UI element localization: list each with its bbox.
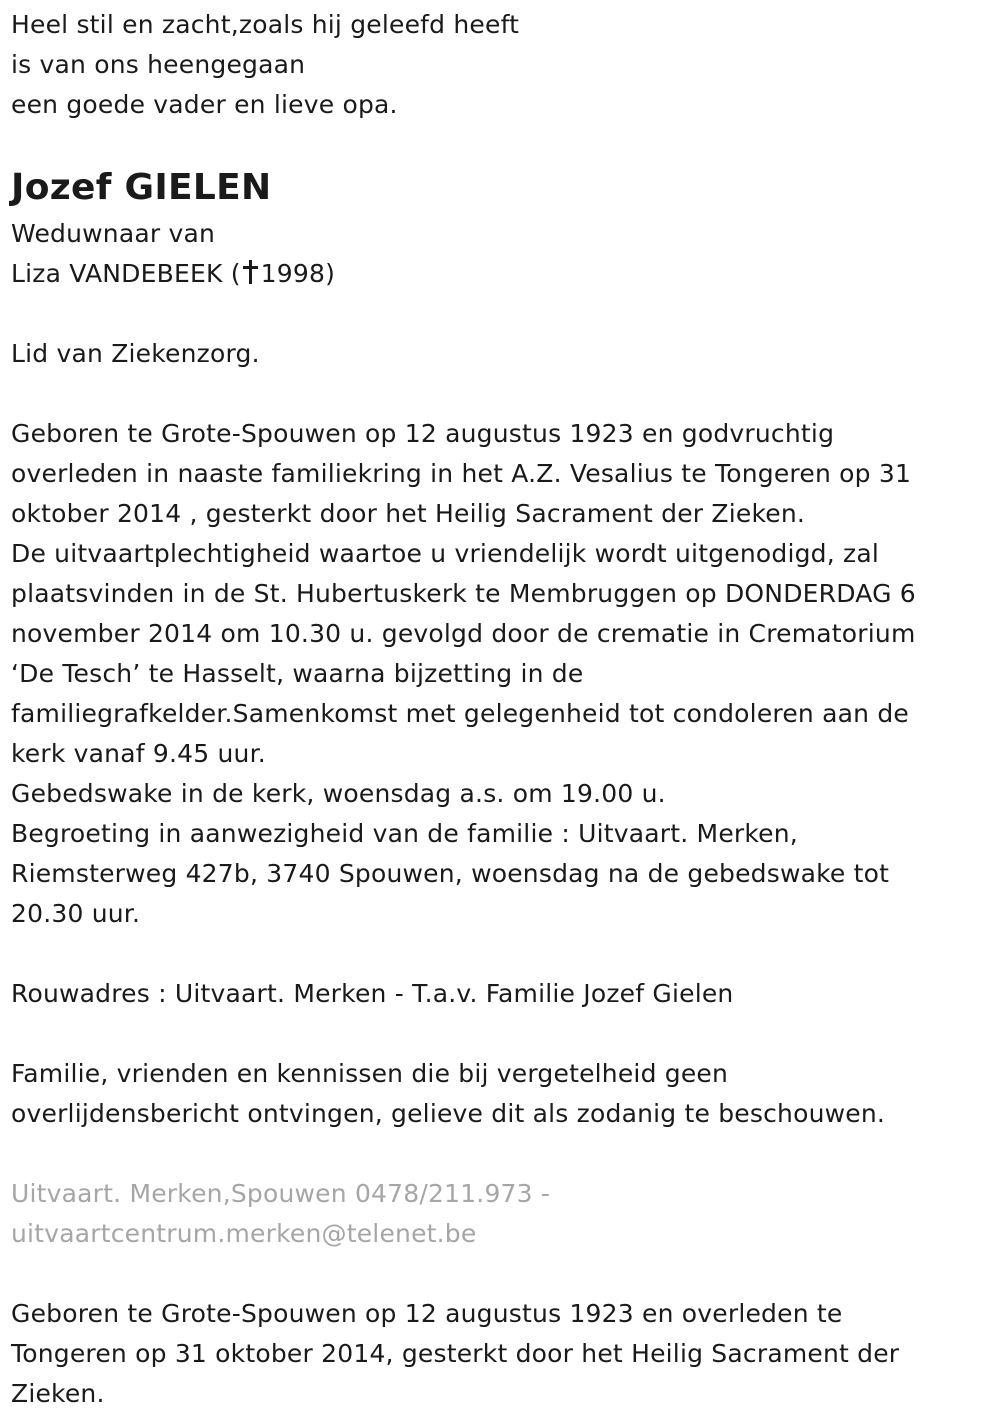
spouse-name: Liza VANDEBEEK ( (11, 259, 241, 288)
relation-label: Weduwnaar van (11, 219, 216, 248)
summary-line: Geboren te Grote-Spouwen op 12 augustus 1923 en overleden te (11, 1299, 843, 1328)
funeral-home-line: Uitvaart. Merken,Spouwen 0478/211.973 - (11, 1179, 551, 1208)
summary-line: Zieken. (11, 1379, 105, 1408)
announcement-line: overleden in naaste familiekring in het A.Z. Vesalius te Tongeren op 31 (11, 459, 912, 488)
funeral-home-email: uitvaartcentrum.merken@telenet.be (11, 1219, 477, 1248)
announcement-line: plaatsvinden in de St. Hubertuskerk te Membruggen op DONDERDAG 6 (11, 579, 916, 608)
announcement-line: familiegrafkelder.Samenkomst met gelegenheid tot condoleren aan de (11, 699, 909, 728)
announcement-line: 20.30 uur. (11, 899, 141, 928)
notice-text (11, 1054, 1000, 1134)
deceased-name: Jozef GIELEN (11, 167, 272, 208)
announcement-line: Begroeting in aanwezigheid van de familie : Uitvaart. Merken, (11, 819, 798, 848)
intro-verse (11, 0, 1000, 125)
announcement-line: kerk vanaf 9.45 uur. (11, 739, 266, 768)
intro-line: is van ons heengegaan (11, 50, 306, 79)
funeral-home-contact (11, 1174, 1000, 1254)
summary-text (11, 1294, 1000, 1414)
spouse-death-year: 1998) (260, 259, 336, 288)
announcement-line: Gebedswake in de kerk, woensdag a.s. om 19.00 u. (11, 779, 666, 808)
intro-line: Heel stil en zacht,zoals hij geleefd heeft (11, 10, 520, 39)
announcement-line: Geboren te Grote-Spouwen op 12 augustus 1923 en godvruchtig (11, 419, 835, 448)
announcement-line: Riemsterweg 427b, 3740 Spouwen, woensdag na de gebedswake tot (11, 859, 890, 888)
membership: Lid van Ziekenzorg. (11, 339, 260, 368)
notice-line: Familie, vrienden en kennissen die bij vergetelheid geen (11, 1059, 729, 1088)
announcement-line: november 2014 om 10.30 u. gevolgd door de crematie in Crematorium (11, 619, 916, 648)
announcement-line: oktober 2014 , gesterkt door het Heilig Sacrament der Zieken. (11, 499, 806, 528)
announcement-line: ‘De Tesch’ te Hasselt, waarna bijzetting in de (11, 659, 584, 688)
summary-line: Tongeren op 31 oktober 2014, gesterkt door het Heilig Sacrament der (11, 1339, 900, 1368)
announcement-line: De uitvaartplechtigheid waartoe u vriendelijk wordt uitgenodigd, zal (11, 539, 880, 568)
cross-icon (243, 259, 257, 285)
intro-line: een goede vader en lieve opa. (11, 90, 398, 119)
notice-line: overlijdensbericht ontvingen, gelieve dit als zodanig te beschouwen. (11, 1099, 886, 1128)
announcement-text (11, 414, 1000, 934)
mourning-address: Rouwadres : Uitvaart. Merken - T.a.v. Familie Jozef Gielen (11, 979, 734, 1008)
spouse-line (11, 254, 1000, 294)
